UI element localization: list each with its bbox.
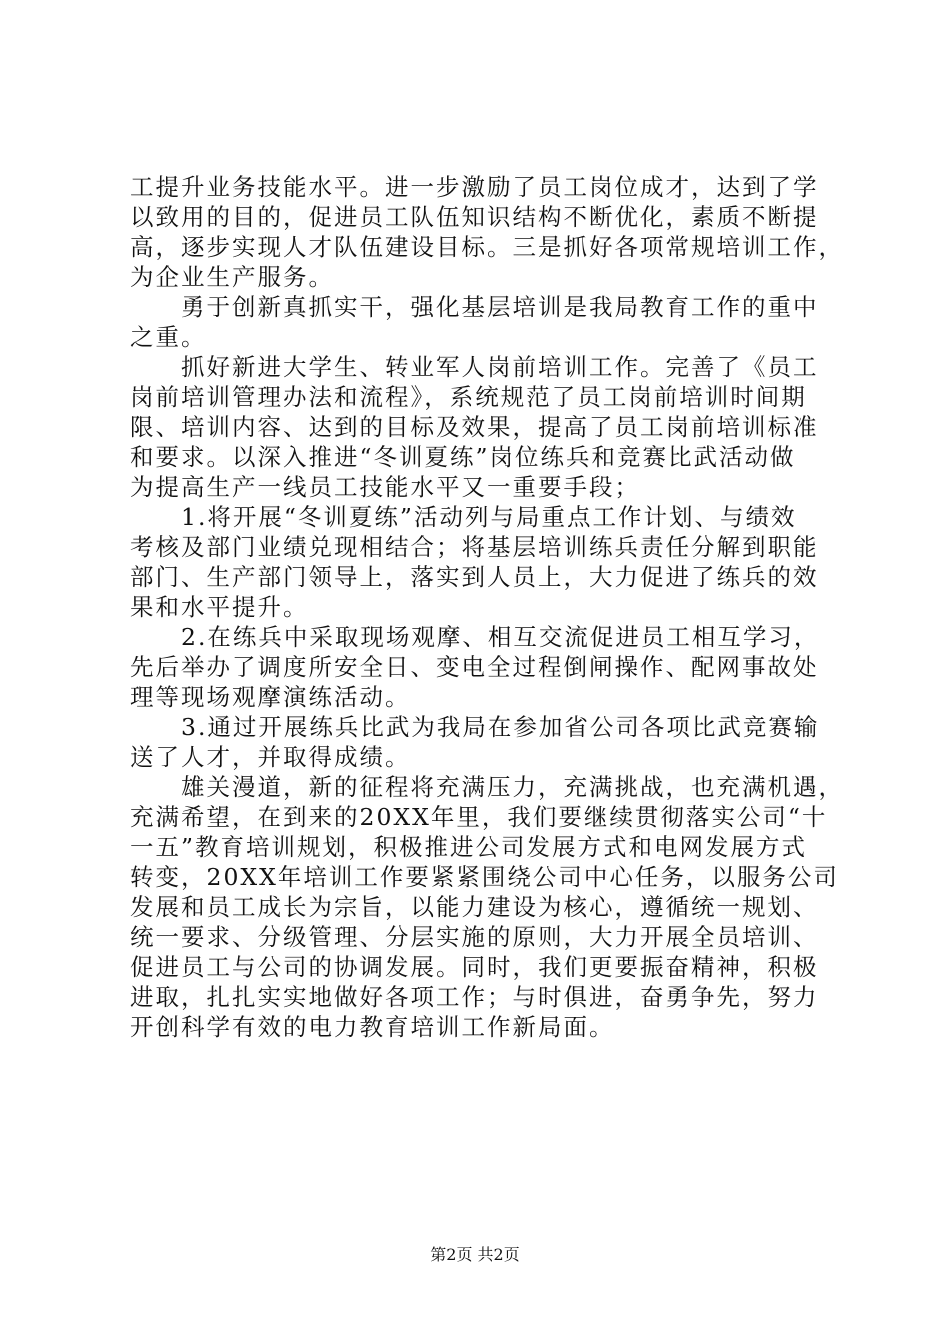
- text-line: 进取，扎扎实实地做好各项工作；与时俱进，奋勇争先，努力: [130, 983, 819, 1011]
- text-line: 3.通过开展练兵比武为我局在参加省公司各项比武竞赛输: [130, 713, 820, 741]
- text-line: 果和水平提升。: [130, 593, 309, 621]
- text-line: 一五”教育培训规划，积极推进公司发展方式和电网发展方式: [130, 833, 808, 861]
- text-line: 勇于创新真抓实干，强化基层培训是我局教育工作的重中: [130, 293, 819, 321]
- text-line: 先后举办了调度所安全日、变电全过程倒闸操作、配网事故处: [130, 653, 819, 681]
- text-line: 工提升业务技能水平。进一步激励了员工岗位成才，达到了学: [130, 173, 819, 201]
- text-line: 理等现场观摩演练活动。: [130, 683, 411, 711]
- text-line: 之重。: [130, 323, 207, 351]
- text-line: 抓好新进大学生、转业军人岗前培训工作。完善了《员工: [130, 353, 819, 381]
- text-line: 高，逐步实现人才队伍建设目标。三是抓好各项常规培训工作，: [130, 233, 844, 261]
- text-line: 开创科学有效的电力教育培训工作新局面。: [130, 1013, 615, 1041]
- text-line: 为提高生产一线员工技能水平又一重要手段；: [130, 473, 640, 501]
- body-text: [130, 172, 844, 1042]
- text-line: 考核及部门业绩兑现相结合；将基层培训练兵责任分解到职能: [130, 533, 819, 561]
- text-line: 限、培训内容、达到的目标及效果，提高了员工岗前培训标准: [130, 413, 819, 441]
- text-line: 转变，20XX年培训工作要紧紧围绕公司中心任务，以服务公司: [130, 863, 839, 891]
- text-line: 雄关漫道，新的征程将充满压力，充满挑战，也充满机遇，: [130, 773, 844, 801]
- text-line: 统一要求、分级管理、分层实施的原则，大力开展全员培训、: [130, 923, 819, 951]
- text-line: 1.将开展“冬训夏练”活动列与局重点工作计划、与绩效: [130, 503, 797, 531]
- text-line: 以致用的目的，促进员工队伍知识结构不断优化，素质不断提: [130, 203, 819, 231]
- text-line: 和要求。以深入推进“冬训夏练”岗位练兵和竞赛比武活动做: [130, 443, 796, 471]
- text-line: 为企业生产服务。: [130, 263, 334, 291]
- text-line: 促进员工与公司的协调发展。同时，我们更要振奋精神，积极: [130, 953, 819, 981]
- text-line: 2.在练兵中采取现场观摩、相互交流促进员工相互学习，: [130, 623, 820, 651]
- text-line: 送了人才，并取得成绩。: [130, 743, 411, 771]
- text-line: 充满希望，在到来的20XX年里，我们要继续贯彻落实公司“十: [130, 803, 828, 831]
- text-line: 发展和员工成长为宗旨，以能力建设为核心，遵循统一规划、: [130, 893, 819, 921]
- text-line: 岗前培训管理办法和流程》，系统规范了员工岗前培训时间期: [130, 383, 807, 411]
- page-footer: 第2页 共2页: [430, 1245, 520, 1264]
- text-line: 部门、生产部门领导上，落实到人员上，大力促进了练兵的效: [130, 563, 819, 591]
